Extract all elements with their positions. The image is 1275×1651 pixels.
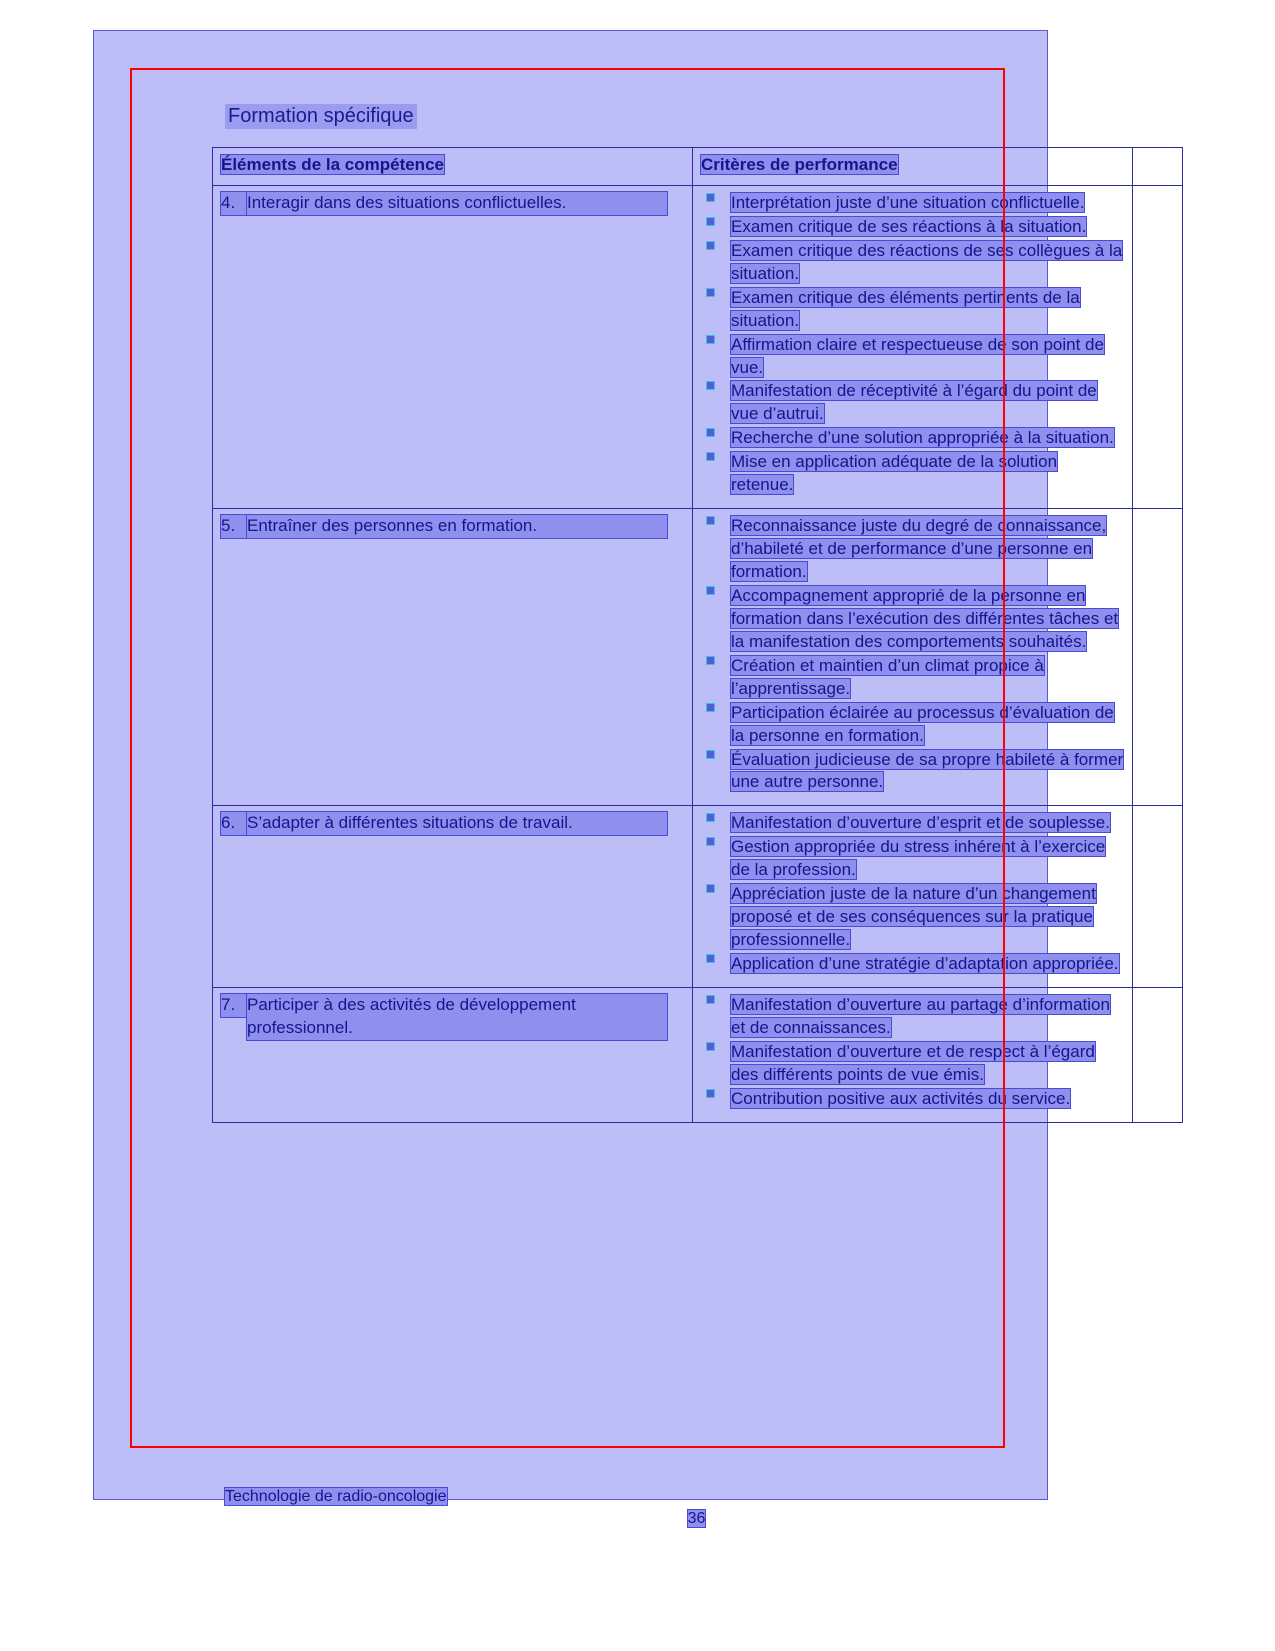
spacer-cell	[1133, 806, 1183, 988]
list-item	[701, 515, 1124, 584]
bullet-icon	[707, 429, 714, 436]
column-header-criteria-label: Critères de performance	[701, 155, 898, 174]
list-item	[701, 192, 1124, 215]
criterion-text: Examen critique des éléments pertinents de la situation.	[731, 287, 1080, 330]
bullet-icon	[707, 751, 714, 758]
list-item	[701, 994, 1124, 1040]
list-item	[701, 655, 1124, 701]
bullet-icon	[707, 587, 714, 594]
criteria-cell	[693, 806, 1133, 988]
criterion-text: Gestion appropriée du stress inhérent à l’exercice de la profession.	[731, 837, 1106, 880]
criterion-text: Contribution positive aux activités du service.	[731, 1088, 1071, 1108]
footer-title-text: Technologie de radio-oncologie	[225, 1488, 447, 1505]
criteria-cell	[693, 987, 1133, 1122]
table-row	[213, 806, 1183, 988]
page-number	[94, 1510, 1275, 1528]
list-item	[701, 287, 1124, 333]
criterion-text: Manifestation d’ouverture au partage d’information et de connaissances.	[731, 994, 1110, 1037]
criteria-cell	[693, 185, 1133, 508]
page-footer-title	[225, 1488, 447, 1506]
table-row	[213, 987, 1183, 1122]
criterion-text: Reconnaissance juste du degré de connaissance, d’habileté et de performance d’une personne en formation.	[731, 516, 1107, 581]
criterion-text: Interprétation juste d’une situation conflictuelle.	[731, 192, 1085, 212]
criterion-text: Participation éclairée au processus d’évaluation de la personne en formation.	[731, 702, 1114, 745]
element-cell	[213, 987, 693, 1122]
table-row	[213, 185, 1183, 508]
document-page	[93, 30, 1124, 1527]
list-item	[701, 334, 1124, 380]
spacer-cell	[1133, 509, 1183, 806]
element-cell	[213, 509, 693, 806]
list-item	[701, 749, 1124, 795]
criterion-text: Recherche d’une solution appropriée à la situation.	[731, 428, 1114, 448]
list-item	[701, 240, 1124, 286]
column-header-elements-label: Éléments de la compétence	[221, 155, 444, 174]
element-number: 4.	[221, 192, 247, 215]
criteria-cell	[693, 509, 1133, 806]
bullet-icon	[707, 453, 714, 460]
spacer-cell	[1133, 987, 1183, 1122]
bullet-icon	[707, 242, 714, 249]
element-number: 7.	[221, 994, 247, 1017]
bullet-icon	[707, 1090, 714, 1097]
page-number-text: 36	[687, 1510, 706, 1527]
element-number: 6.	[221, 812, 247, 835]
criterion-text: Manifestation de réceptivité à l’égard du point de vue d’autrui.	[731, 381, 1097, 424]
element-text: S’adapter à différentes situations de travail.	[247, 812, 667, 835]
element-cell	[213, 806, 693, 988]
list-item	[701, 216, 1124, 239]
column-header-criteria	[693, 148, 1133, 186]
criteria-list	[701, 515, 1124, 794]
element-text: Interagir dans des situations conflictuelles.	[247, 192, 667, 215]
list-item	[701, 585, 1124, 654]
bullet-icon	[707, 517, 714, 524]
criterion-text: Manifestation d’ouverture et de respect à l’égard des différents points de vue émis.	[731, 1041, 1095, 1084]
bullet-icon	[707, 1043, 714, 1050]
criterion-text: Examen critique de ses réactions à la situation.	[731, 216, 1087, 236]
list-item	[701, 380, 1124, 426]
list-item	[701, 812, 1124, 835]
criterion-text: Application d’une stratégie d’adaptation appropriée.	[731, 954, 1119, 973]
bullet-icon	[707, 814, 714, 821]
page-header-title: Formation spécifique	[225, 104, 417, 129]
competency-table	[212, 147, 1183, 1123]
bullet-icon	[707, 336, 714, 343]
column-header-elements	[213, 148, 693, 186]
bullet-icon	[707, 657, 714, 664]
criteria-list	[701, 192, 1124, 497]
list-item	[701, 451, 1124, 497]
bullet-icon	[707, 194, 714, 201]
column-header-spacer	[1133, 148, 1183, 186]
criterion-text: Examen critique des réactions de ses collègues à la situation.	[731, 240, 1123, 283]
criterion-text: Mise en application adéquate de la solution retenue.	[731, 452, 1058, 495]
criterion-text: Affirmation claire et respectueuse de son point de vue.	[731, 334, 1104, 377]
criteria-list	[701, 994, 1124, 1111]
list-item	[701, 883, 1124, 952]
criterion-text: Appréciation juste de la nature d’un changement proposé et de ses conséquences sur la pratique professionnelle.	[731, 884, 1096, 950]
element-text: Participer à des activités de développement professionnel.	[247, 994, 667, 1040]
table-row	[213, 509, 1183, 806]
table-header-row	[213, 148, 1183, 186]
criterion-text: Évaluation judicieuse de sa propre habileté à former une autre personne.	[731, 749, 1124, 792]
criterion-text: Création et maintien d’un climat propice à l’apprentissage.	[731, 655, 1044, 698]
criterion-text: Accompagnement approprié de la personne en formation dans l’exécution des différentes tâches et la manifestation des comportements souhaités.	[731, 585, 1119, 651]
element-number: 5.	[221, 515, 247, 538]
criterion-text: Manifestation d’ouverture d’esprit et de souplesse.	[731, 813, 1110, 833]
element-cell	[213, 185, 693, 508]
list-item	[701, 702, 1124, 748]
bullet-icon	[707, 838, 714, 845]
list-item	[701, 427, 1124, 450]
bullet-icon	[707, 289, 714, 296]
bullet-icon	[707, 704, 714, 711]
element-text: Entraîner des personnes en formation.	[247, 515, 667, 538]
list-item	[701, 1041, 1124, 1087]
list-item	[701, 836, 1124, 882]
list-item	[701, 1088, 1124, 1111]
spacer-cell	[1133, 185, 1183, 508]
list-item	[701, 953, 1124, 976]
bullet-icon	[707, 382, 714, 389]
bullet-icon	[707, 996, 714, 1003]
bullet-icon	[707, 885, 714, 892]
criteria-list	[701, 812, 1124, 976]
bullet-icon	[707, 218, 714, 225]
bullet-icon	[707, 955, 714, 962]
